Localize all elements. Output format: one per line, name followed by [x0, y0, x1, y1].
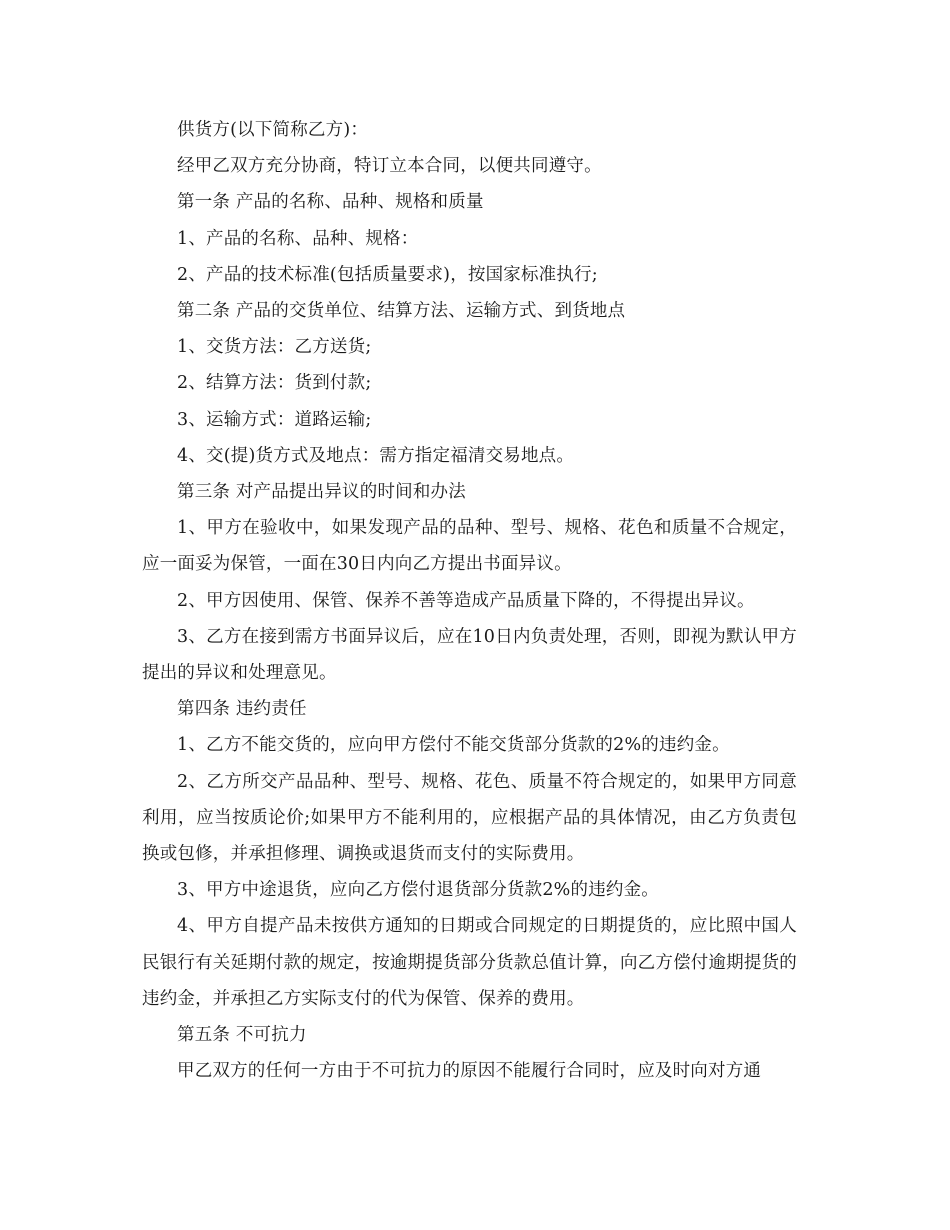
document-body [142, 112, 797, 1089]
paragraph-article-3-item-2: 2、甲方因使用、保管、保养不善等造成产品质量下降的，不得提出异议。 [177, 590, 755, 611]
heading-article-4: 第四条 违约责任 [177, 699, 307, 720]
paragraph-article-4-item-1: 1、乙方不能交货的，应向甲方偿付不能交货部分货款的2%的违约金。 [177, 735, 730, 756]
paragraph-article-3-item-1: 1、甲方在验收中，如果发现产品的品种、型号、规格、花色和质量不合规定，应一面妥为保管，一面在30日内向乙方提出书面异议。 [142, 518, 797, 575]
paragraph-article-4-item-2: 2、乙方所交产品品种、型号、规格、花色、质量不符合规定的，如果甲方同意利用，应当按质论价;如果甲方不能利用的，应根据产品的具体情况，由乙方负责包换或包修，并承担修理、调换或退货而支付的实际费用。 [142, 771, 797, 865]
paragraph-article-2-item-3: 3、运输方式：道路运输; [177, 409, 372, 430]
heading-article-2: 第二条 产品的交货单位、结算方法、运输方式、到货地点 [177, 301, 626, 322]
paragraph-article-2-item-2: 2、结算方法：货到付款; [177, 373, 372, 394]
paragraph-article-5-body: 甲乙双方的任何一方由于不可抗力的原因不能履行合同时，应及时向对方通 [177, 1061, 762, 1082]
paragraph-article-2-item-4: 4、交(提)货方式及地点：需方指定福清交易地点。 [177, 445, 575, 466]
paragraph-supplier: 供货方(以下简称乙方)： [177, 120, 369, 140]
paragraph-article-4-item-3: 3、甲方中途退货，应向乙方偿付退货部分货款2%的违约金。 [177, 880, 659, 901]
paragraph-article-4-item-4: 4、甲方自提产品未按供方通知的日期或合同规定的日期提货的，应比照中国人民银行有关延期付款的规定，按逾期提货部分货款总值计算，向乙方偿付逾期提货的违约金，并承担乙方实际支付的代为保管、保养的费用。 [142, 916, 797, 1009]
paragraph-article-1-item-2: 2、产品的技术标准(包括质量要求)，按国家标准执行; [177, 264, 598, 285]
paragraph-preamble: 经甲乙双方充分协商，特订立本合同，以便共同遵守。 [177, 156, 602, 177]
heading-article-1: 第一条 产品的名称、品种、规格和质量 [177, 192, 484, 213]
paragraph-article-1-item-1: 1、产品的名称、品种、规格： [177, 228, 419, 249]
paragraph-article-2-item-1: 1、交货方法：乙方送货; [177, 337, 372, 358]
heading-article-5: 第五条 不可抗力 [177, 1025, 307, 1046]
paragraph-article-3-item-3: 3、乙方在接到需方书面异议后，应在10日内负责处理，否则，即视为默认甲方提出的异议和处理意见。 [142, 626, 797, 684]
heading-article-3: 第三条 对产品提出异议的时间和办法 [177, 482, 466, 503]
